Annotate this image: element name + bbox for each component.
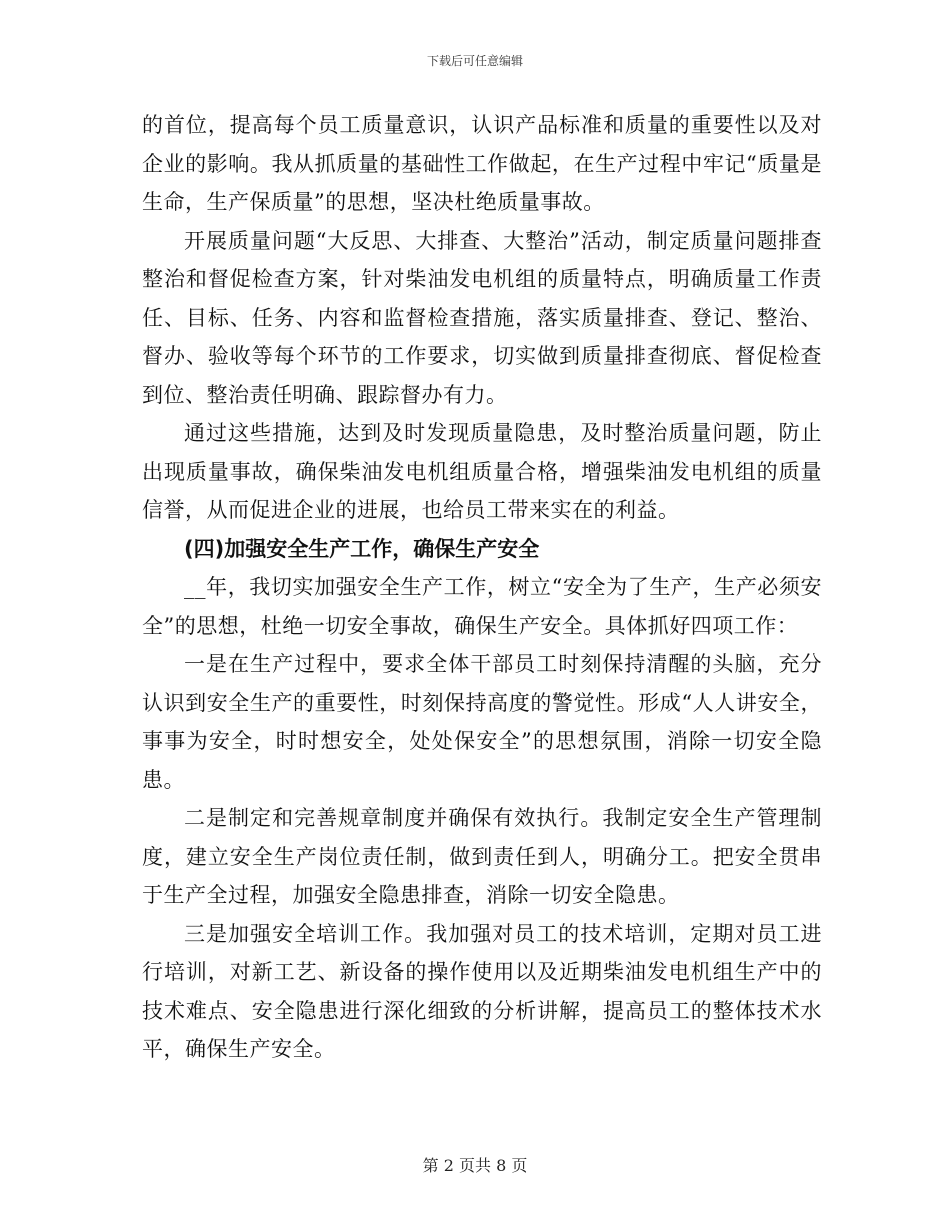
document-body xyxy=(142,106,822,1069)
paragraph-safety-intro: __年，我切实加强安全生产工作，树立“安全为了生产，生产必须安全”的思想，杜绝一切安全事故，确保生产安全。具体抓好四项工作： xyxy=(142,575,822,638)
paragraph-safety-item-2: 二是制定和完善规章制度并确保有效执行。我制定安全生产管理制度，建立安全生产岗位责任制，做到责任到人，明确分工。把安全贯串于生产全过程，加强安全隐患排查，消除一切安全隐患。 xyxy=(142,806,822,907)
paragraph-quality-campaign: 开展质量问题“大反思、大排查、大整治”活动，制定质量问题排查整治和督促检查方案，针对柴油发电机组的质量特点，明确质量工作责任、目标、任务、内容和监督检查措施，落实质量排查、登记、整治、督办、验收等每个环节的工作要求，切实做到质量排查彻底、督促检查到位、整治责任明确、跟踪督办有力。 xyxy=(142,228,822,407)
page-indicator: 第 2 页共 8 页 xyxy=(422,1156,528,1175)
paragraph-safety-item-3: 三是加强安全培训工作。我加强对员工的技术培训，定期对员工进行培训，对新工艺、新设备的操作使用以及近期柴油发电机组生产中的技术难点、安全隐患进行深化细致的分析讲解，提高员工的整体技术水平，确保生产安全。 xyxy=(142,921,822,1061)
paragraph-quality-awareness: 的首位，提高每个员工质量意识，认识产品标准和质量的重要性以及对企业的影响。我从抓质量的基础性工作做起，在生产过程中牢记“质量是生命，生产保质量”的思想，坚决杜绝质量事故。 xyxy=(142,113,822,214)
header-note: 下载后可任意编辑 xyxy=(426,54,523,68)
paragraph-quality-results: 通过这些措施，达到及时发现质量隐患，及时整治质量问题，防止出现质量事故，确保柴油发电机组质量合格，增强柴油发电机组的质量信誉，从而促进企业的进展，也给员工带来实在的利益。 xyxy=(142,421,822,522)
section-heading-safety: (四)加强安全生产工作，确保生产安全 xyxy=(184,536,540,561)
paragraph-safety-item-1: 一是在生产过程中，要求全体干部员工时刻保持清醒的头脑，充分认识到安全生产的重要性，时刻保持高度的警觉性。形成“人人讲安全，事事为安全，时时想安全，处处保安全”的思想氛围，消除一切安全隐患。 xyxy=(142,652,822,792)
